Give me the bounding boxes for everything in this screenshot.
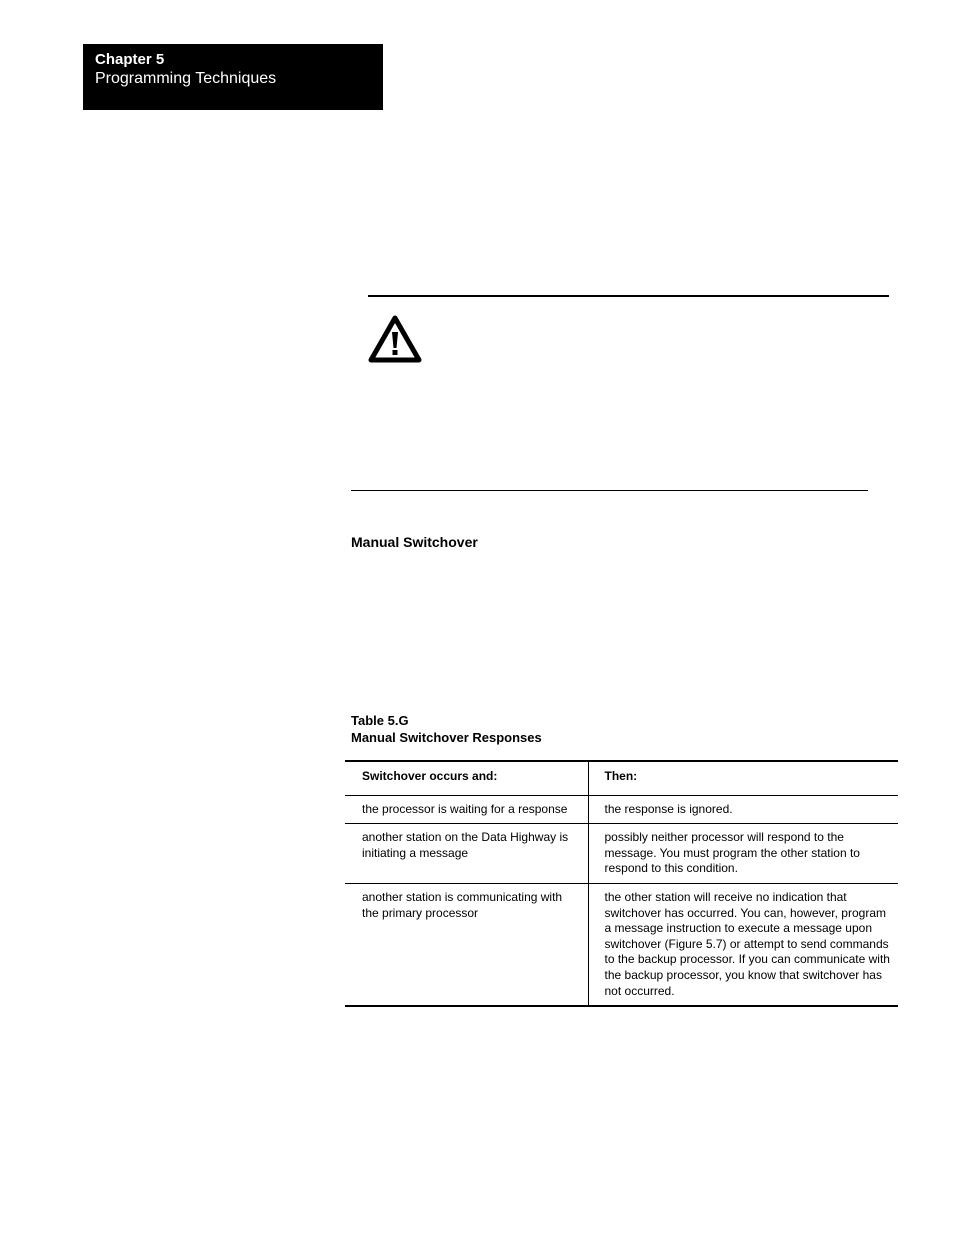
section-heading: Manual Switchover [351,534,478,550]
chapter-title: Programming Techniques [95,70,277,87]
table-caption-title: Manual Switchover Responses [351,730,542,745]
table-cell-result: possibly neither processor will respond to the message. You must program the other station to respond to this condition. [604,830,860,876]
table-cell-condition: another station is communicating with the primary processor [345,883,588,1006]
column-header-condition: Switchover occurs and: [345,761,588,795]
table-row [345,883,898,1006]
table-header-row [345,761,898,795]
table-cell-condition: the processor is waiting for a response [345,795,588,824]
chapter-number: Chapter 5 [95,51,165,68]
warning-top-rule [368,295,889,297]
table-caption [351,712,542,746]
table-row [345,795,898,824]
column-header-result: Then: [604,769,638,783]
warning-bottom-rule [351,490,868,491]
chapter-header [83,44,383,110]
warning-triangle-icon [368,315,422,363]
table-caption-number: Table 5.G [351,713,409,728]
table-cell-condition: another station on the Data Highway is initiating a message [345,824,588,884]
switchover-responses-table [345,760,898,1007]
table-row [345,824,898,884]
table-cell-result: the other station will receive no indication that switchover has occurred. You can, however, program a message instruction to execute a message upon switchover (Figure 5.7) or attempt to send commands to the backup processor. If you can communicate with the backup processor, you know that switchover has not occurred. [604,889,890,998]
table-cell-result: the response is ignored. [604,801,733,816]
